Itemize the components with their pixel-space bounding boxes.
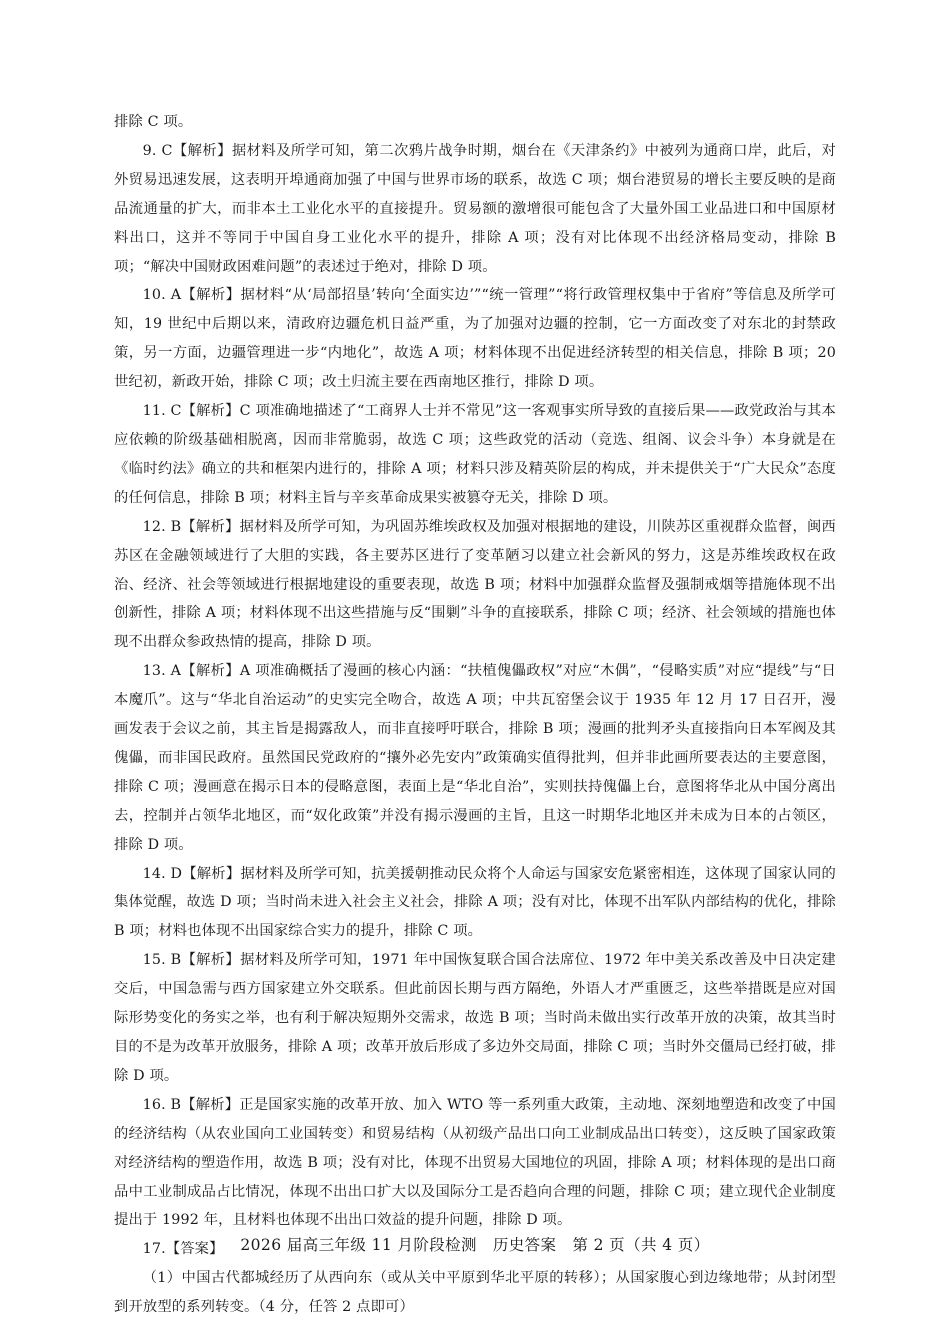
- page-footer: 2026 届高三年级 11 月阶段检测 历史答案 第 2 页（共 4 页）: [240, 1236, 710, 1254]
- answer-16: 16. B【解析】正是国家实施的改革开放、加入 WTO 等一系列重大政策，主动地、深刻地塑造和改变了中国的经济结构（从农业国向工业国转变）和贸易结构（从初级产品出口向工业制成品出口转变），这反映了国家政策对经济结构的塑造作用，故选 B 项；没有对比，体现不出贸易大国地位的巩固，排除 A 项；材料体现的是出口商品中工业制成品占比情况，体现不出出口扩大以及国际分工是否趋向合理的问题，排除 C 项；建立现代企业制度提出于 1992 年，且材料也体现不出出口效益的提升问题，排除 D 项。: [114, 1096, 836, 1229]
- answer-14: 14. D【解析】据材料及所学可知，抗美援朝推动民众将个人命运与国家安危紧密相连，这体现了国家认同的集体觉醒，故选 D 项；当时尚未进入社会主义社会，排除 A 项；没有对比，体现不出军队内部结构的优化，排除 B 项；材料也体现不出国家综合实力的提升，排除 C 项。: [114, 865, 836, 940]
- answer-15: 15. B【解析】据材料及所学可知，1971 年中国恢复联合国合法席位、1972 年中美关系改善及中日决定建交后，中国急需与西方国家建立外交联系。但此前因长期与西方隔绝，外语人才严重匮乏，这些举措既是应对国际形势变化的务实之举，也有利于解决短期外交需求，故选 B 项；当时尚未做出实行改革开放的决策，故其当时目的不是为改革开放服务，排除 A 项；改革开放后形成了多边外交局面，排除 C 项；当时外交僵局已经打破，排除 D 项。: [114, 952, 836, 1084]
- answer-17-part-1: （1）中国古代都城经历了从西向东（或从关中平原到华北平原的转移）；从国家腹心到边缘地带；从封闭型到开放型的系列转变。（4 分，任答 2 点即可）: [114, 1270, 836, 1316]
- paragraph-continuation: 排除 C 项。: [114, 114, 193, 130]
- answer-13: 13. A【解析】A 项准确概括了漫画的核心内涵：“扶植傀儡政权”对应“木偶”，“侵略实质”对应“提线”与“日本魔爪”。这与“华北自治运动”的史实完全吻合，故选 A 项；中共瓦窑堡会议于 1935 年 12 月 17 日召开，漫画发表于会议之前，其主旨是揭露敌人，而非直接呼吁联合，排除 B 项；漫画的批判矛头直接指向日本军阀及其傀儡，而非国民政府。虽然国民党政府的“攘外必先安内”政策确实值得批判，但并非此画所要表达的主要意图，排除 C 项；漫画意在揭示日本的侵略意图，表面上是“华北自治”，实则扶持傀儡上台，意图将华北从中国分离出去，控制并占领华北地区，而“奴化政策”并没有揭示漫画的主旨，且这一时期华北地区并未成为日本的占领区，排除 D 项。: [114, 663, 836, 853]
- answer-9: 9. C【解析】据材料及所学可知，第二次鸦片战争时期，烟台在《天津条约》中被列为通商口岸，此后，对外贸易迅速发展，这表明开埠通商加强了中国与世界市场的联系，故选 C 项；烟台港贸易的增长主要反映的是商品流通量的扩大，而非本土工业化水平的直接提升。贸易额的激增很可能包含了大量外国工业品进口和中国原材料出口，这并不等同于中国自身工业化水平的提升，排除 A 项；没有对比体现不出经济格局变动，排除 B 项；“解决中国财政困难问题”的表述过于绝对，排除 D 项。: [114, 142, 836, 275]
- answer-12: 12. B【解析】据材料及所学可知，为巩固苏维埃政权及加强对根据地的建设，川陕苏区重视群众监督，闽西苏区在金融领域进行了大胆的实践，各主要苏区进行了变革陋习以建立社会新风的努力，这是苏维埃政权在政治、经济、社会等领域进行根据地建设的重要表现，故选 B 项；材料中加强群众监督及强制戒烟等措施体现不出创新性，排除 A 项；材料体现不出这些措施与反“围剿”斗争的直接联系，排除 C 项；经济、社会领域的措施也体现不出群众参政热情的提高，排除 D 项。: [114, 518, 836, 651]
- answer-document: [114, 108, 836, 1322]
- answer-10: 10. A【解析】据材料“从‘局部招垦’转向‘全面实边’”“统一管理”“将行政管理权集中于省府”等信息及所学可知，19 世纪中后期以来，清政府边疆危机日益严重，为了加强对边疆的控制，它一方面改变了对东北的封禁政策，另一方面，边疆管理进一步“内地化”，故选 A 项；材料体现不出促进经济转型的相关信息，排除 B 项；20 世纪初，新政开始，排除 C 项；改土归流主要在西南地区推行，排除 D 项。: [114, 287, 836, 391]
- answer-17-heading: 17.【答案】: [142, 1241, 224, 1258]
- answer-11: 11. C【解析】C 项准确地描述了“工商界人士并不常见”这一客观事实所导致的直接后果——政党政治与其本应依赖的阶级基础相脱离，因而非常脆弱，故选 C 项；这些政党的活动（竞选、组阁、议会斗争）本身就是在《临时约法》确立的共和框架内进行的，排除 A 项；材料只涉及精英阶层的构成，并未提供关于“广大民众”态度的任何信息，排除 B 项；材料主旨与辛亥革命成果实被篡夺无关，排除 D 项。: [114, 403, 836, 506]
